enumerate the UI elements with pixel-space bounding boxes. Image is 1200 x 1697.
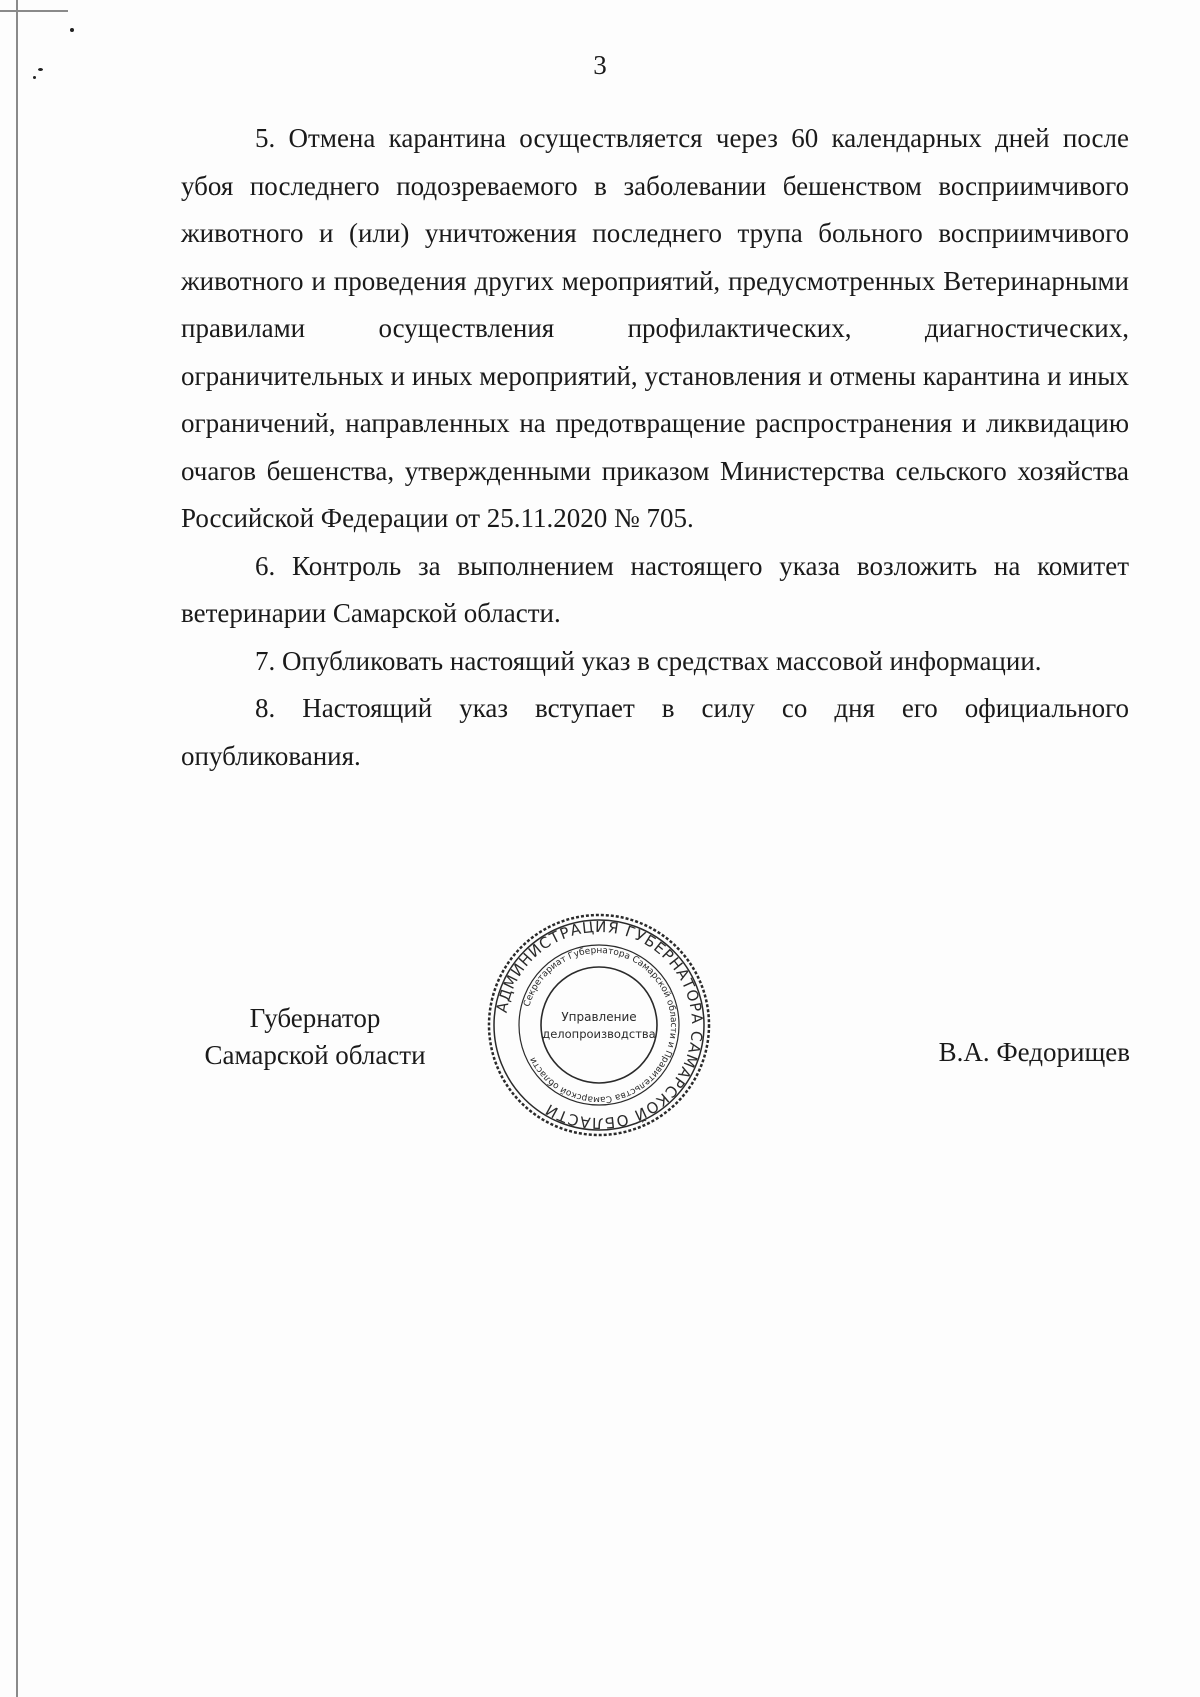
scan-speck [70, 28, 74, 32]
scan-edge-left [16, 0, 18, 1697]
seal-inner-text: Секретариат Губернатора Самарской области и Правительства Самарской области [522, 945, 679, 1105]
paragraph-6: 6. Контроль за выполнением настоящего указа возложить на комитет ветеринарии Самарской области. [181, 550, 1129, 628]
paragraph-8: 8. Настоящий указ вступает в силу со дня его официального опубликования. [181, 693, 1129, 771]
svg-text:Секретариат Губернатора Самарс [522, 946, 678, 1104]
document-body [181, 115, 1129, 780]
scan-speck [38, 68, 43, 71]
page-number: 3 [593, 50, 607, 80]
official-seal [487, 913, 711, 1137]
signatory-title-line2: Самарской области [204, 1040, 426, 1070]
seal-center-line2: делопроизводства [542, 1027, 656, 1041]
paragraph-5: 5. Отмена карантина осуществляется через 60 календарных дней после убоя последнего подозреваемого в заболевании бешенством восприимчивого животного и (или) уничтожения последнего трупа больного восприимчивого животного и проведения других мероприятий, предусмотренных Ветеринарными правилами осуществления профилактических, диагностических, ограничительных и иных мероприятий, установления и отмены карантина и иных ограничений, направленных на предотвращение распространения и ликвидацию очагов бешенства, утвержденными приказом Министерства сельского хозяйства Российской Федерации от 25.11.2020 № 705. [181, 123, 1129, 533]
scan-speck [33, 76, 36, 79]
signatory-title [190, 1000, 440, 1074]
signatory-title-line1: Губернатор [249, 1003, 381, 1033]
paragraph-7: 7. Опубликовать настоящий указ в средствах массовой информации. [255, 645, 1042, 676]
seal-outer-text: АДМИНИСТРАЦИЯ ГУБЕРНАТОРА САМАРСКОЙ ОБЛАСТИ [492, 917, 707, 1133]
scan-edge-top [0, 10, 68, 12]
signatory-name: В.А. Федорищев [938, 1037, 1130, 1067]
seal-center-line1: Управление [561, 1010, 637, 1024]
